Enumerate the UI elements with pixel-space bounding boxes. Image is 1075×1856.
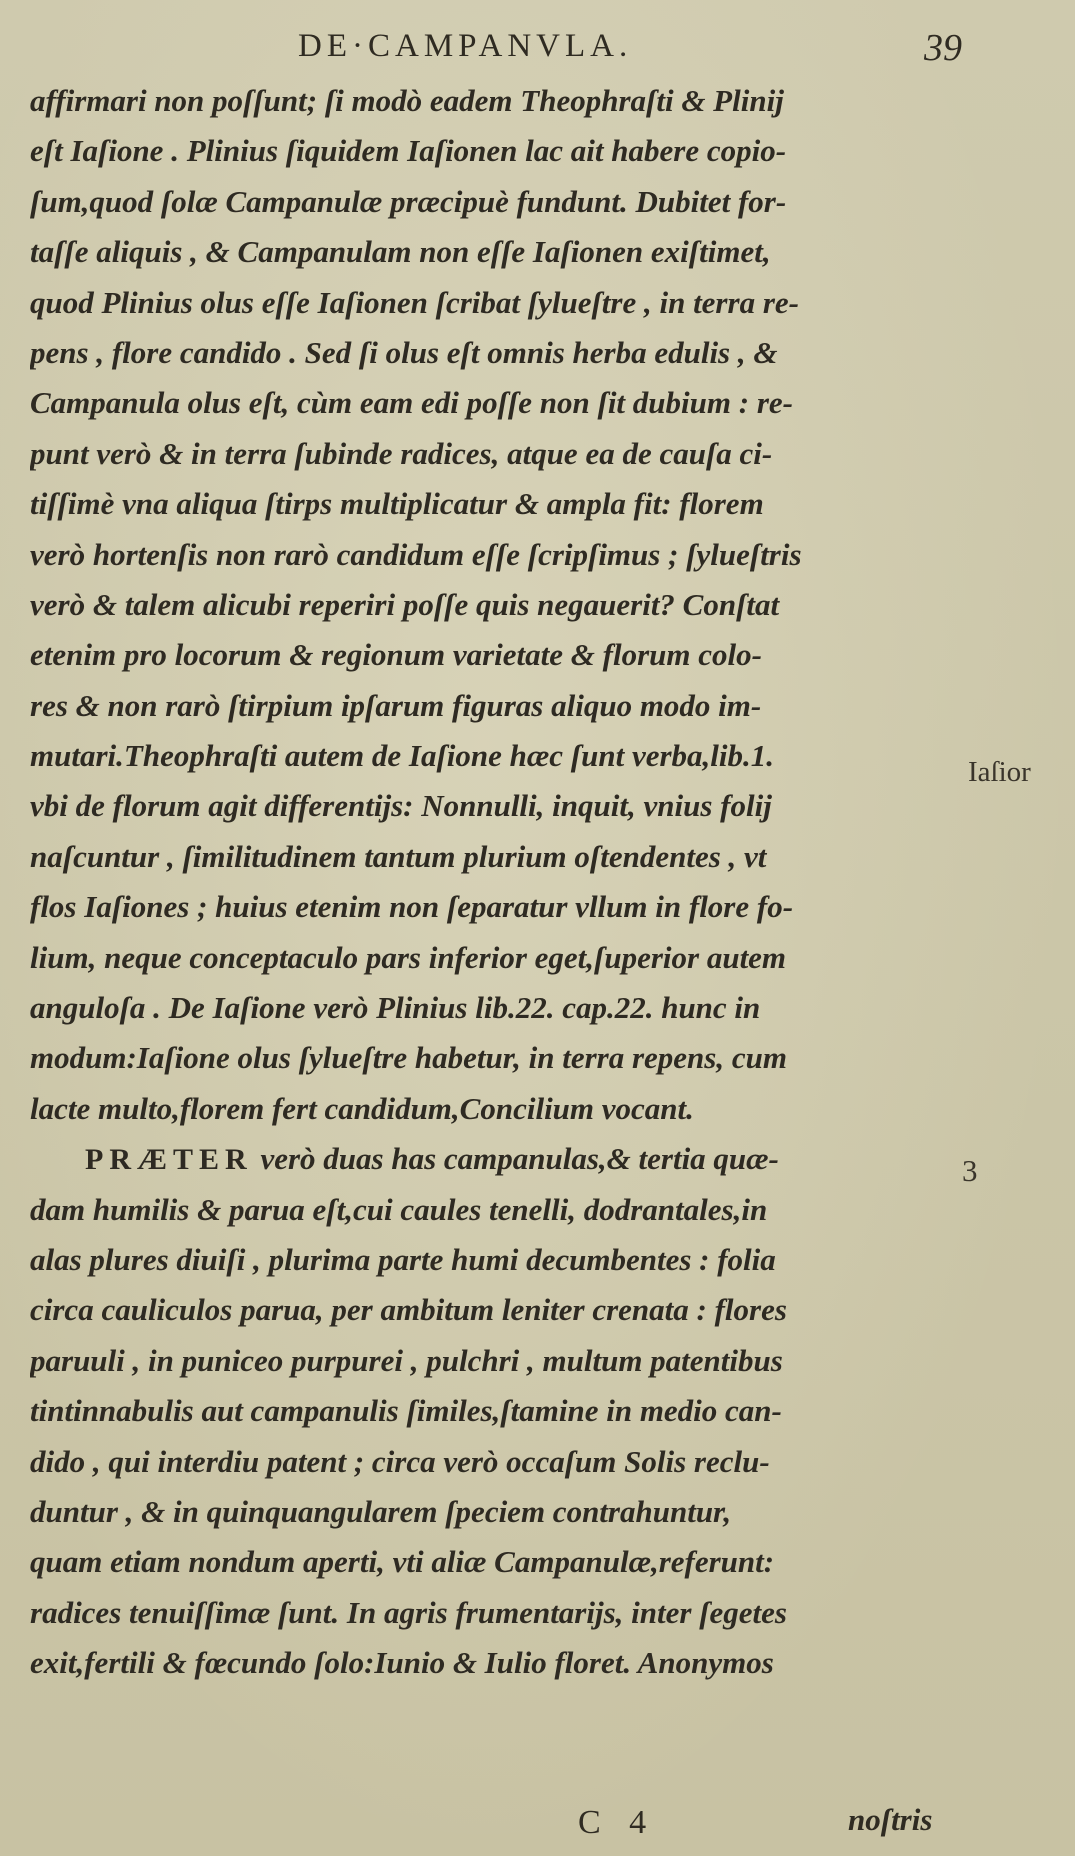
text-line: dido , qui interdiu patent ; circa verò occaſum Solis reclu- xyxy=(30,1443,770,1479)
text-line: circa cauliculos parua, per ambitum leniter crenata : flores xyxy=(30,1292,787,1328)
text-line: Campanula olus eſt, cùm eam edi poſſe non ſit dubium : re- xyxy=(30,385,793,421)
signature-mark: C 4 xyxy=(578,1804,657,1841)
text-line: etenim pro locorum & regionum varietate & florum colo- xyxy=(30,637,762,673)
margin-note: Iaſior xyxy=(968,756,1031,788)
text-line: ſum,quod ſolæ Campanulæ præcipuè fundunt. Dubitet for- xyxy=(30,183,787,219)
text-line: anguloſa . De Iaſione verò Plinius lib.22. cap.22. hunc in xyxy=(30,990,761,1026)
text-line: affirmari non poſſunt; ſi modò eadem Theophraſti & Plinij xyxy=(30,83,784,118)
page-footer xyxy=(0,1790,1075,1850)
text-line: pens , flore candido . Sed ſi olus eſt omnis herba edulis , & xyxy=(30,334,778,370)
text-line: taſſe aliquis , & Campanulam non eſſe Iaſionen exiſtimet, xyxy=(30,234,771,270)
text-line: flos Iaſiones ; huius etenim non ſeparatur vllum in flore fo- xyxy=(30,889,794,925)
catchword: noſtris xyxy=(848,1802,933,1837)
text-line: duntur , & in quinquangularem ſpeciem contrahuntur, xyxy=(30,1493,732,1529)
text-line: paruuli , in puniceo purpurei , pulchri , multum patentibus xyxy=(30,1342,783,1378)
text-line: lacte multo,florem fert candidum,Concilium vocant. xyxy=(30,1090,694,1126)
text-line: radices tenuiſſimæ ſunt. In agris frumentarijs, inter ſegetes xyxy=(30,1594,787,1630)
text-line: vbi de florum agit differentijs: Nonnulli, inquit, vnius folij xyxy=(30,788,772,824)
text-line: punt verò & in terra ſubinde radices, atque ea de cauſa ci- xyxy=(30,435,773,471)
text-line: tiſſimè vna aliqua ſtirps multiplicatur & ampla fit: florem xyxy=(30,486,764,522)
text-line: dam humilis & parua eſt,cui caules tenelli, dodrantales,in xyxy=(30,1191,768,1227)
paragraph-lead-word: PRÆTER xyxy=(85,1143,253,1177)
paragraph-lead-rest: verò duas has campanulas,& tertia quæ- xyxy=(252,1141,779,1177)
text-line: quam etiam nondum aperti, vti aliæ Campanulæ,referunt: xyxy=(30,1544,775,1580)
text-line: tintinnabulis aut campanulis ſimiles,ſtamine in medio can- xyxy=(30,1393,782,1429)
text-line: mutari.Theophraſti autem de Iaſione hæc ſunt verba,lib.1. xyxy=(30,738,775,774)
text-line: res & non rarò ſtirpium ipſarum figuras aliquo modo im- xyxy=(30,687,762,723)
text-line: verò hortenſis non rarò candidum eſſe ſcripſimus ; ſylueſtris xyxy=(30,536,802,572)
text-line: eſt Iaſione . Plinius ſiquidem Iaſionen lac ait habere copio- xyxy=(30,133,787,169)
text-line: alas plures diuiſi , plurima parte humi decumbentes : folia xyxy=(30,1241,776,1277)
text-line: verò & talem alicubi reperiri poſſe quis negauerit? Conſtat xyxy=(30,586,780,622)
text-line: quod Plinius olus eſſe Iaſionen ſcribat ſylueſtre , in terra re- xyxy=(30,284,799,320)
text-line: exit,fertili & fœcundo ſolo:Iunio & Iulio floret. Anonymos xyxy=(30,1645,774,1681)
running-title: DE·CAMPANVLA. xyxy=(298,28,633,64)
text-line: naſcuntur , ſimilitudinem tantum plurium oſtendentes , vt xyxy=(30,838,767,874)
paragraph-start-line xyxy=(30,1134,980,1184)
body-text xyxy=(30,76,980,1689)
margin-number: 3 xyxy=(962,1153,978,1188)
page-number: 39 xyxy=(924,27,962,69)
text-line: lium, neque conceptaculo pars inferior eget,ſuperior autem xyxy=(30,939,787,975)
page-header xyxy=(0,22,1075,82)
text-line: modum:Iaſione olus ſylueſtre habetur, in terra repens, cum xyxy=(30,1040,787,1076)
